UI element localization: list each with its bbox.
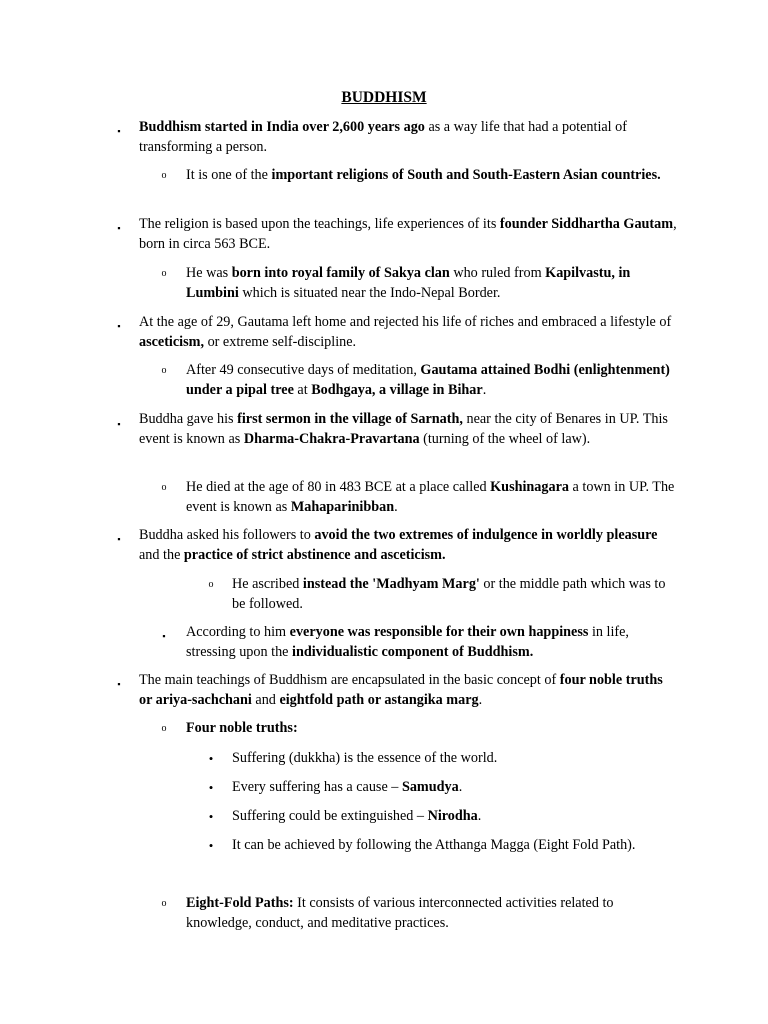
- text-segment: Suffering (dukkha) is the essence of the world.: [232, 750, 498, 766]
- bold-text-segment: asceticism,: [139, 333, 205, 350]
- text-segment: and the: [139, 546, 184, 563]
- list-item: [139, 215, 678, 254]
- square-bullet-icon: ▪: [117, 223, 121, 233]
- text-segment: at: [293, 381, 312, 398]
- list-item: [232, 778, 678, 798]
- circle-bullet-icon: o: [161, 170, 167, 181]
- bold-text-segment: everyone was responsible for their own happiness: [289, 624, 589, 640]
- text-segment: Buddha asked his followers to: [139, 527, 315, 543]
- list-item: [139, 671, 678, 710]
- bold-text-segment: Kapilvastu, in Lumbini: [186, 265, 631, 301]
- bold-text-segment: Four noble truths:: [186, 720, 298, 736]
- circle-bullet-icon: o: [161, 268, 167, 279]
- dot-bullet-icon: •: [208, 780, 214, 795]
- text-segment: .: [477, 808, 482, 824]
- circle-bullet-icon: o: [161, 723, 167, 734]
- bold-text-segment: Gautama attained Bodhi (enlightenment) under a pipal tree: [186, 362, 670, 398]
- square-bullet-icon: ▪: [117, 534, 121, 544]
- text-segment: Suffering could be extinguished –: [232, 808, 428, 824]
- bold-text-segment: Kushinagara: [490, 479, 569, 495]
- circle-bullet-icon: o: [208, 579, 214, 590]
- text-segment: The main teachings of Buddhism are encapsulated in the basic concept of: [139, 672, 560, 688]
- list-item: [232, 836, 678, 856]
- text-segment: as a way life that had a potential of transforming a person.: [139, 119, 627, 155]
- bold-text-segment: avoid the two extremes of indulgence in worldly pleasure: [314, 527, 658, 543]
- text-segment: , born in circa 563 BCE.: [139, 216, 677, 252]
- bold-text-segment: Samudya: [401, 779, 459, 795]
- dot-bullet-icon: •: [208, 751, 214, 766]
- bold-text-segment: Buddhism started in India over 2,600 years ago: [139, 119, 425, 135]
- list-item: [186, 264, 678, 303]
- list-item: [186, 719, 678, 739]
- bold-text-segment: practice of strict abstinence and asceticism.: [183, 546, 446, 563]
- circle-bullet-icon: o: [161, 898, 167, 909]
- text-segment: Buddha gave his: [139, 411, 238, 427]
- text-segment: It is one of the: [186, 167, 272, 183]
- circle-bullet-icon: o: [161, 482, 167, 493]
- list-item: [139, 526, 678, 565]
- square-bullet-icon: ▪: [117, 679, 121, 689]
- bold-text-segment: first sermon in the village of Sarnath,: [237, 411, 463, 427]
- bold-text-segment: founder Siddhartha Gautam: [499, 216, 674, 232]
- square-bullet-icon: ▪: [162, 631, 166, 641]
- text-segment: which is situated near the Indo-Nepal Border.: [238, 284, 501, 301]
- text-segment: who ruled from: [449, 265, 546, 281]
- bold-text-segment: Eight-Fold Paths:: [186, 895, 294, 911]
- text-segment: near the city of Benares in UP. This event is known as: [139, 411, 668, 447]
- bold-text-segment: Mahaparinibban: [290, 498, 395, 515]
- text-segment: Every suffering has a cause –: [232, 779, 402, 795]
- square-bullet-icon: ▪: [117, 126, 121, 136]
- square-bullet-icon: ▪: [117, 419, 121, 429]
- text-segment: and: [251, 691, 280, 708]
- text-segment: According to him: [186, 624, 290, 640]
- bold-text-segment: four noble truths or ariya-sachchani: [139, 672, 663, 708]
- list-item: [186, 894, 678, 933]
- bold-text-segment: instead the 'Madhyam Marg': [302, 576, 480, 592]
- text-segment: .: [458, 779, 463, 795]
- dot-bullet-icon: •: [208, 838, 214, 853]
- list-item: [139, 410, 678, 449]
- text-segment: It consists of various interconnected activities related to knowledge, conduct, and meditative practices.: [186, 895, 614, 931]
- text-segment: He was: [186, 265, 232, 281]
- list-item: [139, 118, 678, 157]
- page-title: BUDDHISM: [341, 89, 427, 106]
- text-segment: or the middle path which was to be followed.: [232, 576, 666, 612]
- list-item: [186, 361, 678, 400]
- dot-bullet-icon: •: [208, 809, 214, 824]
- circle-bullet-icon: o: [161, 365, 167, 376]
- text-segment: in life, stressing upon the: [186, 624, 629, 660]
- text-segment: or extreme self-discipline.: [204, 333, 357, 350]
- list-item: [232, 575, 678, 614]
- text-segment: (turning of the wheel of law).: [419, 430, 591, 447]
- list-item: [232, 807, 678, 827]
- text-segment: .: [478, 691, 483, 708]
- text-segment: He died at the age of 80 in 483 BCE at a place called: [186, 479, 491, 495]
- list-item: [232, 749, 678, 769]
- bold-text-segment: eightfold path or astangika marg: [279, 691, 479, 708]
- list-item: [186, 478, 678, 517]
- text-segment: He ascribed: [232, 576, 303, 592]
- text-segment: At the age of 29, Gautama left home and rejected his life of riches and embraced a lifestyle of: [139, 314, 672, 330]
- bold-text-segment: Nirodha: [427, 808, 478, 824]
- list-item: [186, 166, 678, 186]
- list-item: [186, 623, 678, 662]
- text-segment: The religion is based upon the teachings, life experiences of its: [139, 216, 500, 232]
- square-bullet-icon: ▪: [117, 321, 121, 331]
- bold-text-segment: born into royal family of Sakya clan: [231, 265, 450, 281]
- bold-text-segment: Dharma-Chakra-Pravartana: [243, 430, 420, 447]
- list-item: [139, 313, 678, 352]
- text-segment: .: [394, 498, 398, 515]
- bold-text-segment: individualistic component of Buddhism.: [292, 643, 534, 660]
- bold-text-segment: Bodhgaya, a village in Bihar: [311, 381, 483, 398]
- text-segment: a town in UP. The event is known as: [186, 479, 675, 515]
- bold-text-segment: important religions of South and South-Eastern Asian countries.: [271, 167, 661, 183]
- text-segment: .: [482, 381, 487, 398]
- text-segment: It can be achieved by following the Atthanga Magga (Eight Fold Path).: [232, 837, 636, 853]
- text-segment: After 49 consecutive days of meditation,: [186, 362, 421, 378]
